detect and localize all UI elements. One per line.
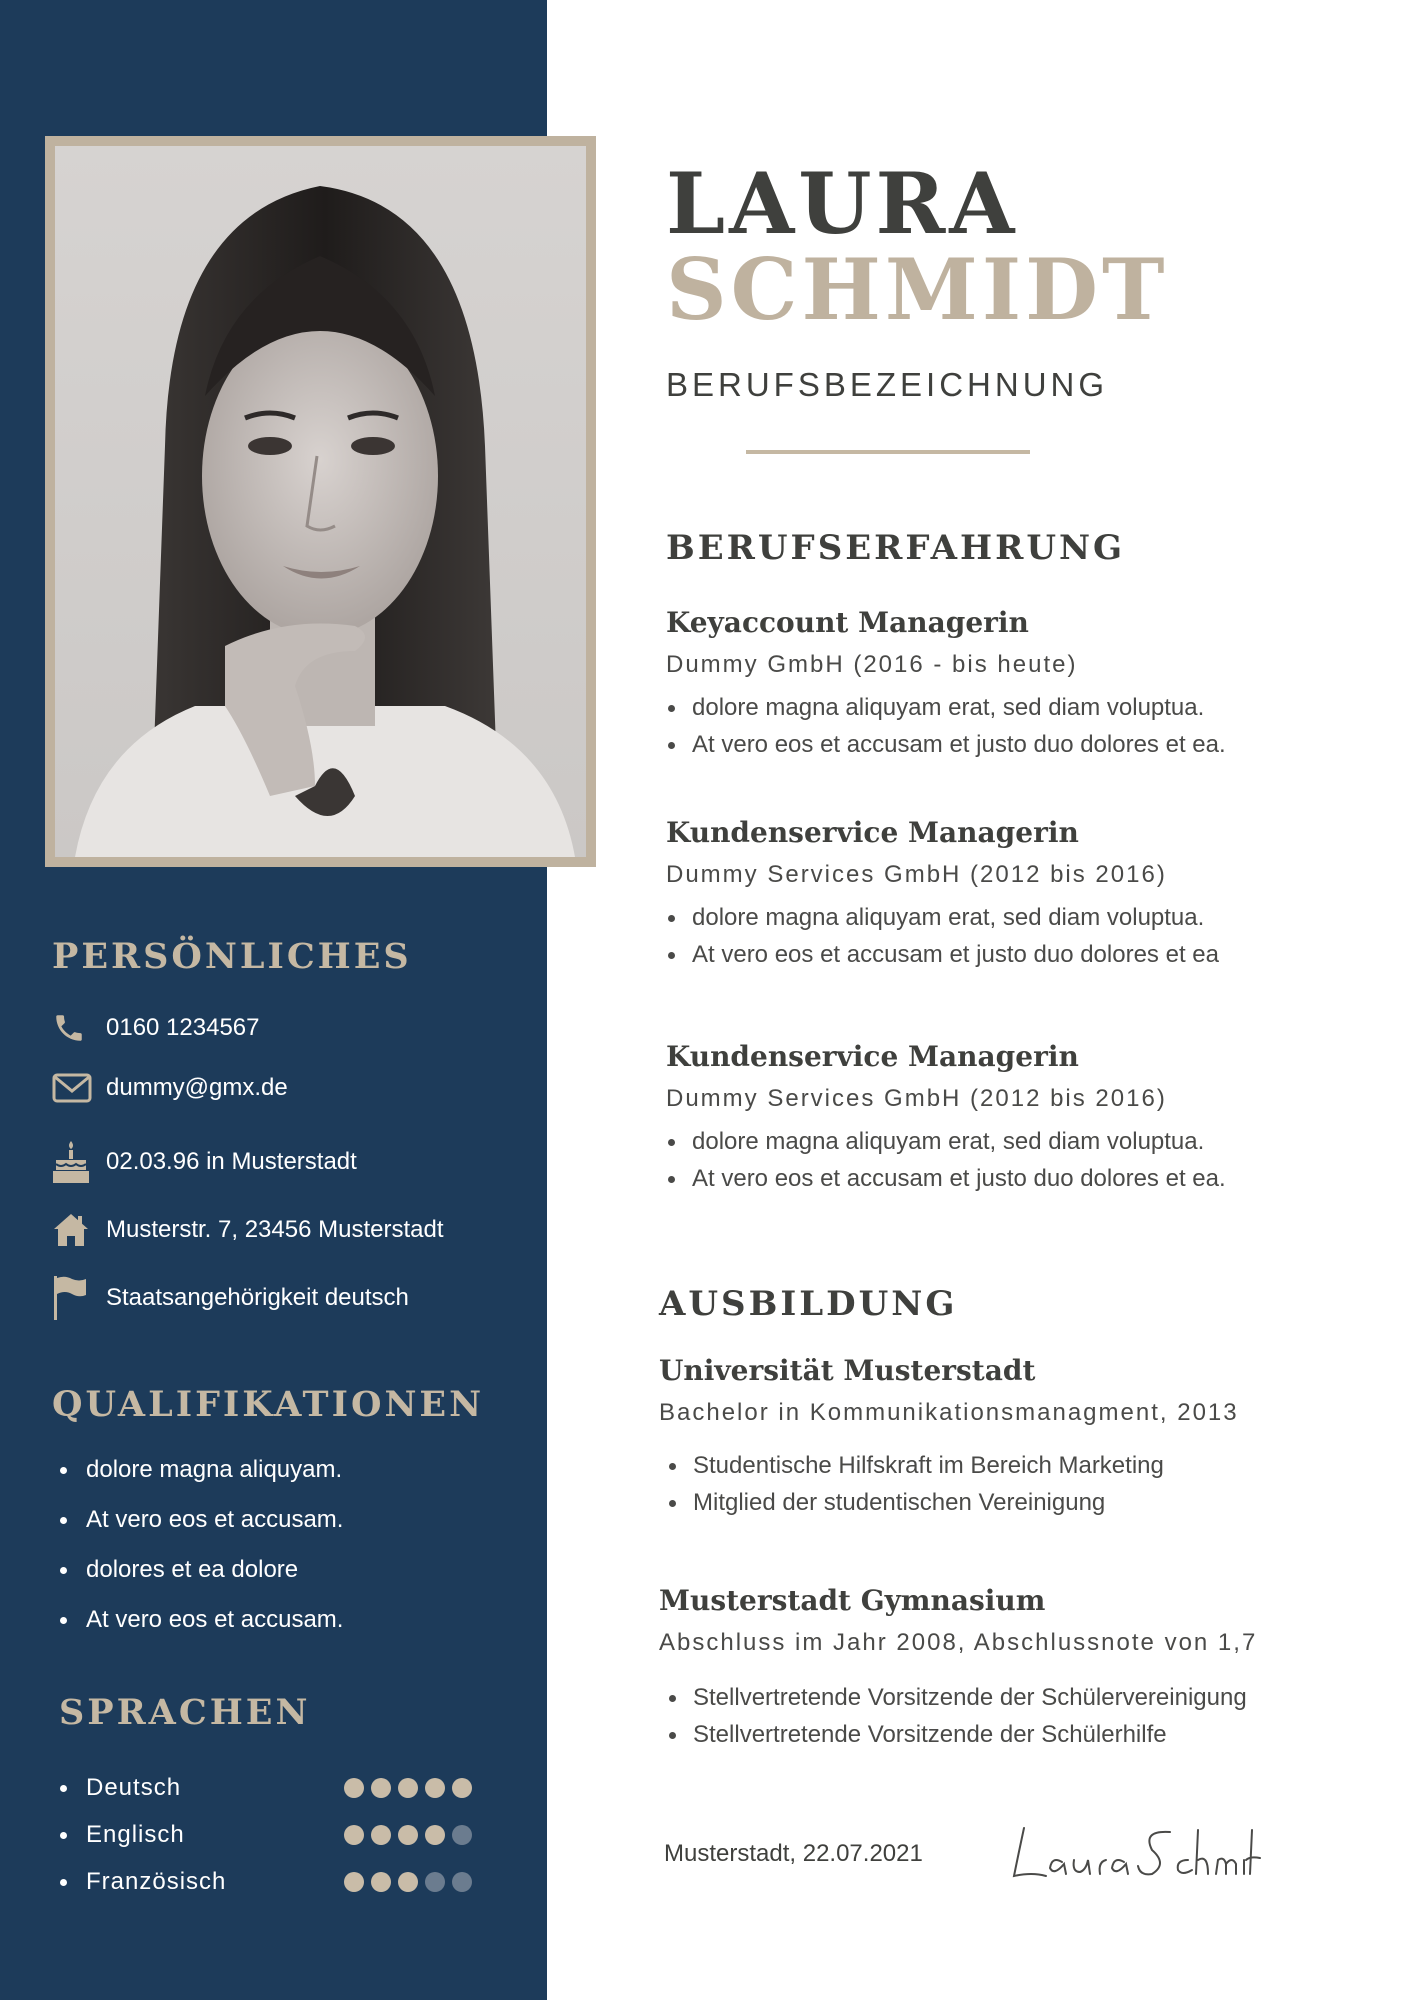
job-bullet: dolore magna aliquyam erat, sed diam voluptua. (666, 899, 1219, 936)
birth-date-place: 02.03.96 in Musterstadt (106, 1148, 357, 1175)
qualification-item: At vero eos et accusam. (58, 1602, 343, 1652)
name-first: LAURA (666, 154, 1019, 253)
language-row (58, 1864, 478, 1900)
job-bullet: At vero eos et accusam et justo duo dolores et ea. (666, 726, 1226, 763)
job-title: BERUFSBEZEICHNUNG (666, 366, 1109, 403)
contact-phone (52, 1010, 260, 1046)
level-dot-filled (371, 1825, 391, 1845)
level-dot-filled (344, 1872, 364, 1892)
language-name: Deutsch (86, 1774, 182, 1801)
flag-icon (52, 1280, 92, 1316)
home-icon (52, 1212, 92, 1248)
contact-birthday (52, 1144, 357, 1180)
level-dot-filled (425, 1778, 445, 1798)
school-name: Musterstadt Gymnasium (659, 1584, 1046, 1617)
education-entry (659, 1354, 1239, 1521)
job-company: Dummy Services GmbH (2012 bis 2016) (666, 861, 1167, 888)
experience-entry (666, 1040, 1226, 1197)
language-level-dots (344, 1825, 472, 1845)
level-dot-filled (371, 1778, 391, 1798)
birthday-cake-icon (52, 1144, 92, 1180)
nationality: Staatsangehörigkeit deutsch (106, 1284, 409, 1311)
qualifications-list (58, 1452, 343, 1652)
job-position: Kundenservice Managerin (666, 816, 1079, 849)
education-bullet: Stellvertretende Vorsitzende der Schülerhilfe (667, 1716, 1257, 1753)
job-bullet: dolore magna aliquyam erat, sed diam voluptua. (666, 689, 1226, 726)
contact-nationality (52, 1280, 409, 1316)
contact-email (52, 1070, 288, 1106)
job-company: Dummy GmbH (2016 - bis heute) (666, 651, 1078, 678)
language-name: Englisch (86, 1821, 185, 1848)
language-level-dots (344, 1872, 472, 1892)
name-last: SCHMIDT (666, 240, 1169, 339)
school-name: Universität Musterstadt (659, 1354, 1036, 1387)
language-name: Französisch (86, 1868, 227, 1895)
level-dot-empty (452, 1825, 472, 1845)
level-dot-empty (452, 1872, 472, 1892)
experience-entry (666, 816, 1219, 973)
level-dot-filled (452, 1778, 472, 1798)
contact-address (52, 1212, 444, 1248)
phone-number: 0160 1234567 (106, 1014, 260, 1041)
mail-icon (52, 1070, 92, 1106)
street-address: Musterstr. 7, 23456 Musterstadt (106, 1216, 444, 1243)
phone-icon (52, 1010, 92, 1046)
education-entry (659, 1584, 1257, 1753)
qualification-item: At vero eos et accusam. (58, 1502, 343, 1552)
job-bullet: At vero eos et accusam et justo duo dolores et ea (666, 936, 1219, 973)
education-bullet: Studentische Hilfskraft im Bereich Marketing (667, 1447, 1239, 1484)
qualification-item: dolore magna aliquyam. (58, 1452, 343, 1502)
education-bullet: Stellvertretende Vorsitzende der Schülervereinigung (667, 1679, 1257, 1716)
email-address: dummy@gmx.de (106, 1074, 288, 1101)
education-bullet: Mitglied der studentischen Vereinigung (667, 1484, 1239, 1521)
education-heading: AUSBILDUNG (659, 1284, 958, 1324)
experience-heading: BERUFSERFAHRUNG (666, 528, 1126, 568)
job-bullet: dolore magna aliquyam erat, sed diam voluptua. (666, 1123, 1226, 1160)
job-position: Keyaccount Managerin (666, 606, 1029, 639)
experience-entry (666, 606, 1226, 763)
job-company: Dummy Services GmbH (2012 bis 2016) (666, 1085, 1167, 1112)
languages-heading: SPRACHEN (59, 1692, 311, 1733)
header-divider (746, 450, 1030, 454)
degree-detail: Abschluss im Jahr 2008, Abschlussnote von 1,7 (659, 1629, 1258, 1656)
language-row (58, 1817, 478, 1853)
language-level-dots (344, 1778, 472, 1798)
profile-photo (45, 136, 596, 867)
level-dot-filled (398, 1825, 418, 1845)
level-dot-filled (344, 1778, 364, 1798)
portrait-image (55, 146, 586, 857)
degree-detail: Bachelor in Kommunikationsmanagment, 2013 (659, 1399, 1239, 1426)
level-dot-filled (344, 1825, 364, 1845)
language-row (58, 1770, 478, 1806)
level-dot-empty (425, 1872, 445, 1892)
qualifications-heading: QUALIFIKATIONEN (52, 1384, 485, 1425)
level-dot-filled (371, 1872, 391, 1892)
signature (1002, 1816, 1262, 1896)
level-dot-filled (398, 1872, 418, 1892)
level-dot-filled (398, 1778, 418, 1798)
job-position: Kundenservice Managerin (666, 1040, 1079, 1073)
job-bullet: At vero eos et accusam et justo duo dolores et ea. (666, 1160, 1226, 1197)
place-date: Musterstadt, 22.07.2021 (664, 1840, 923, 1867)
personal-heading: PERSÖNLICHES (52, 936, 412, 977)
level-dot-filled (425, 1825, 445, 1845)
qualification-item: dolores et ea dolore (58, 1552, 343, 1602)
